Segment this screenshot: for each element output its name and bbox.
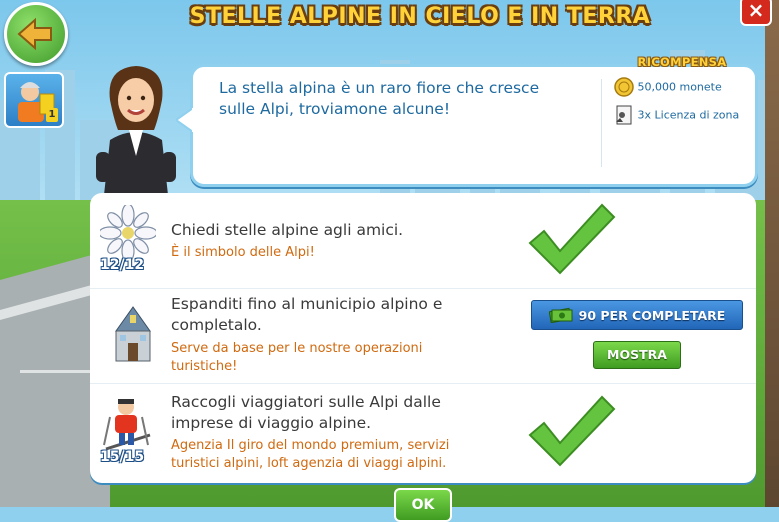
checkmark-icon xyxy=(526,395,616,467)
reward-item-license xyxy=(614,104,739,126)
coin-icon xyxy=(614,77,634,97)
ok-button[interactable]: OK xyxy=(394,488,452,522)
task-3-desc: Agenzia Il giro del mondo premium, servizi turistici alpini, loft agenzia di viaggi alpini. xyxy=(171,438,450,471)
reward-license-label: 3x Licenza di zona xyxy=(637,108,740,122)
task-separator xyxy=(90,383,756,384)
quest-count-badge: 1 xyxy=(46,108,58,122)
intro-text: La stella alpina è un raro fiore che cresce sulle Alpi, troviamone alcune! xyxy=(219,79,540,118)
task-1-desc: È il simbolo delle Alpi! xyxy=(171,245,315,260)
reward-item-coins xyxy=(614,77,722,97)
task-separator xyxy=(90,288,756,289)
tasks-panel xyxy=(90,193,756,483)
task-3-counter: 15/15 xyxy=(100,449,145,465)
task-2-title: Espanditi fino al municipio alpino e completalo. xyxy=(171,295,443,334)
task-3-title: Raccogli viaggiatori sulle Alpi dalle imprese di viaggio alpine. xyxy=(171,393,441,432)
edelweiss-icon xyxy=(100,205,156,261)
townhall-icon xyxy=(108,305,158,365)
checkmark-icon xyxy=(526,203,616,275)
show-button[interactable]: MOSTRA xyxy=(593,341,681,369)
speech-pointer xyxy=(176,108,196,132)
right-edge-scenery xyxy=(765,0,779,507)
reward-title: RICOMPENSA xyxy=(637,55,727,69)
skier-icon xyxy=(100,395,156,451)
reward-coins-label: 50,000 monete xyxy=(637,80,722,94)
back-arrow-icon xyxy=(7,5,65,63)
back-button[interactable] xyxy=(4,2,68,66)
complete-button[interactable] xyxy=(531,300,743,330)
close-button[interactable]: × xyxy=(740,0,772,26)
character-avatar xyxy=(96,60,176,195)
task-1-title: Chiedi stelle alpine agli amici. xyxy=(171,221,404,239)
reward-divider xyxy=(601,79,602,167)
cash-icon xyxy=(549,307,573,323)
license-icon xyxy=(614,104,634,126)
task-2-desc: Serve da base per le nostre operazioni turistiche! xyxy=(171,341,423,374)
quest-title: STELLE ALPINE IN CIELO E IN TERRA xyxy=(189,4,651,29)
task-1-counter: 12/12 xyxy=(100,257,145,273)
complete-button-label: 90 PER COMPLETARE xyxy=(578,307,726,323)
